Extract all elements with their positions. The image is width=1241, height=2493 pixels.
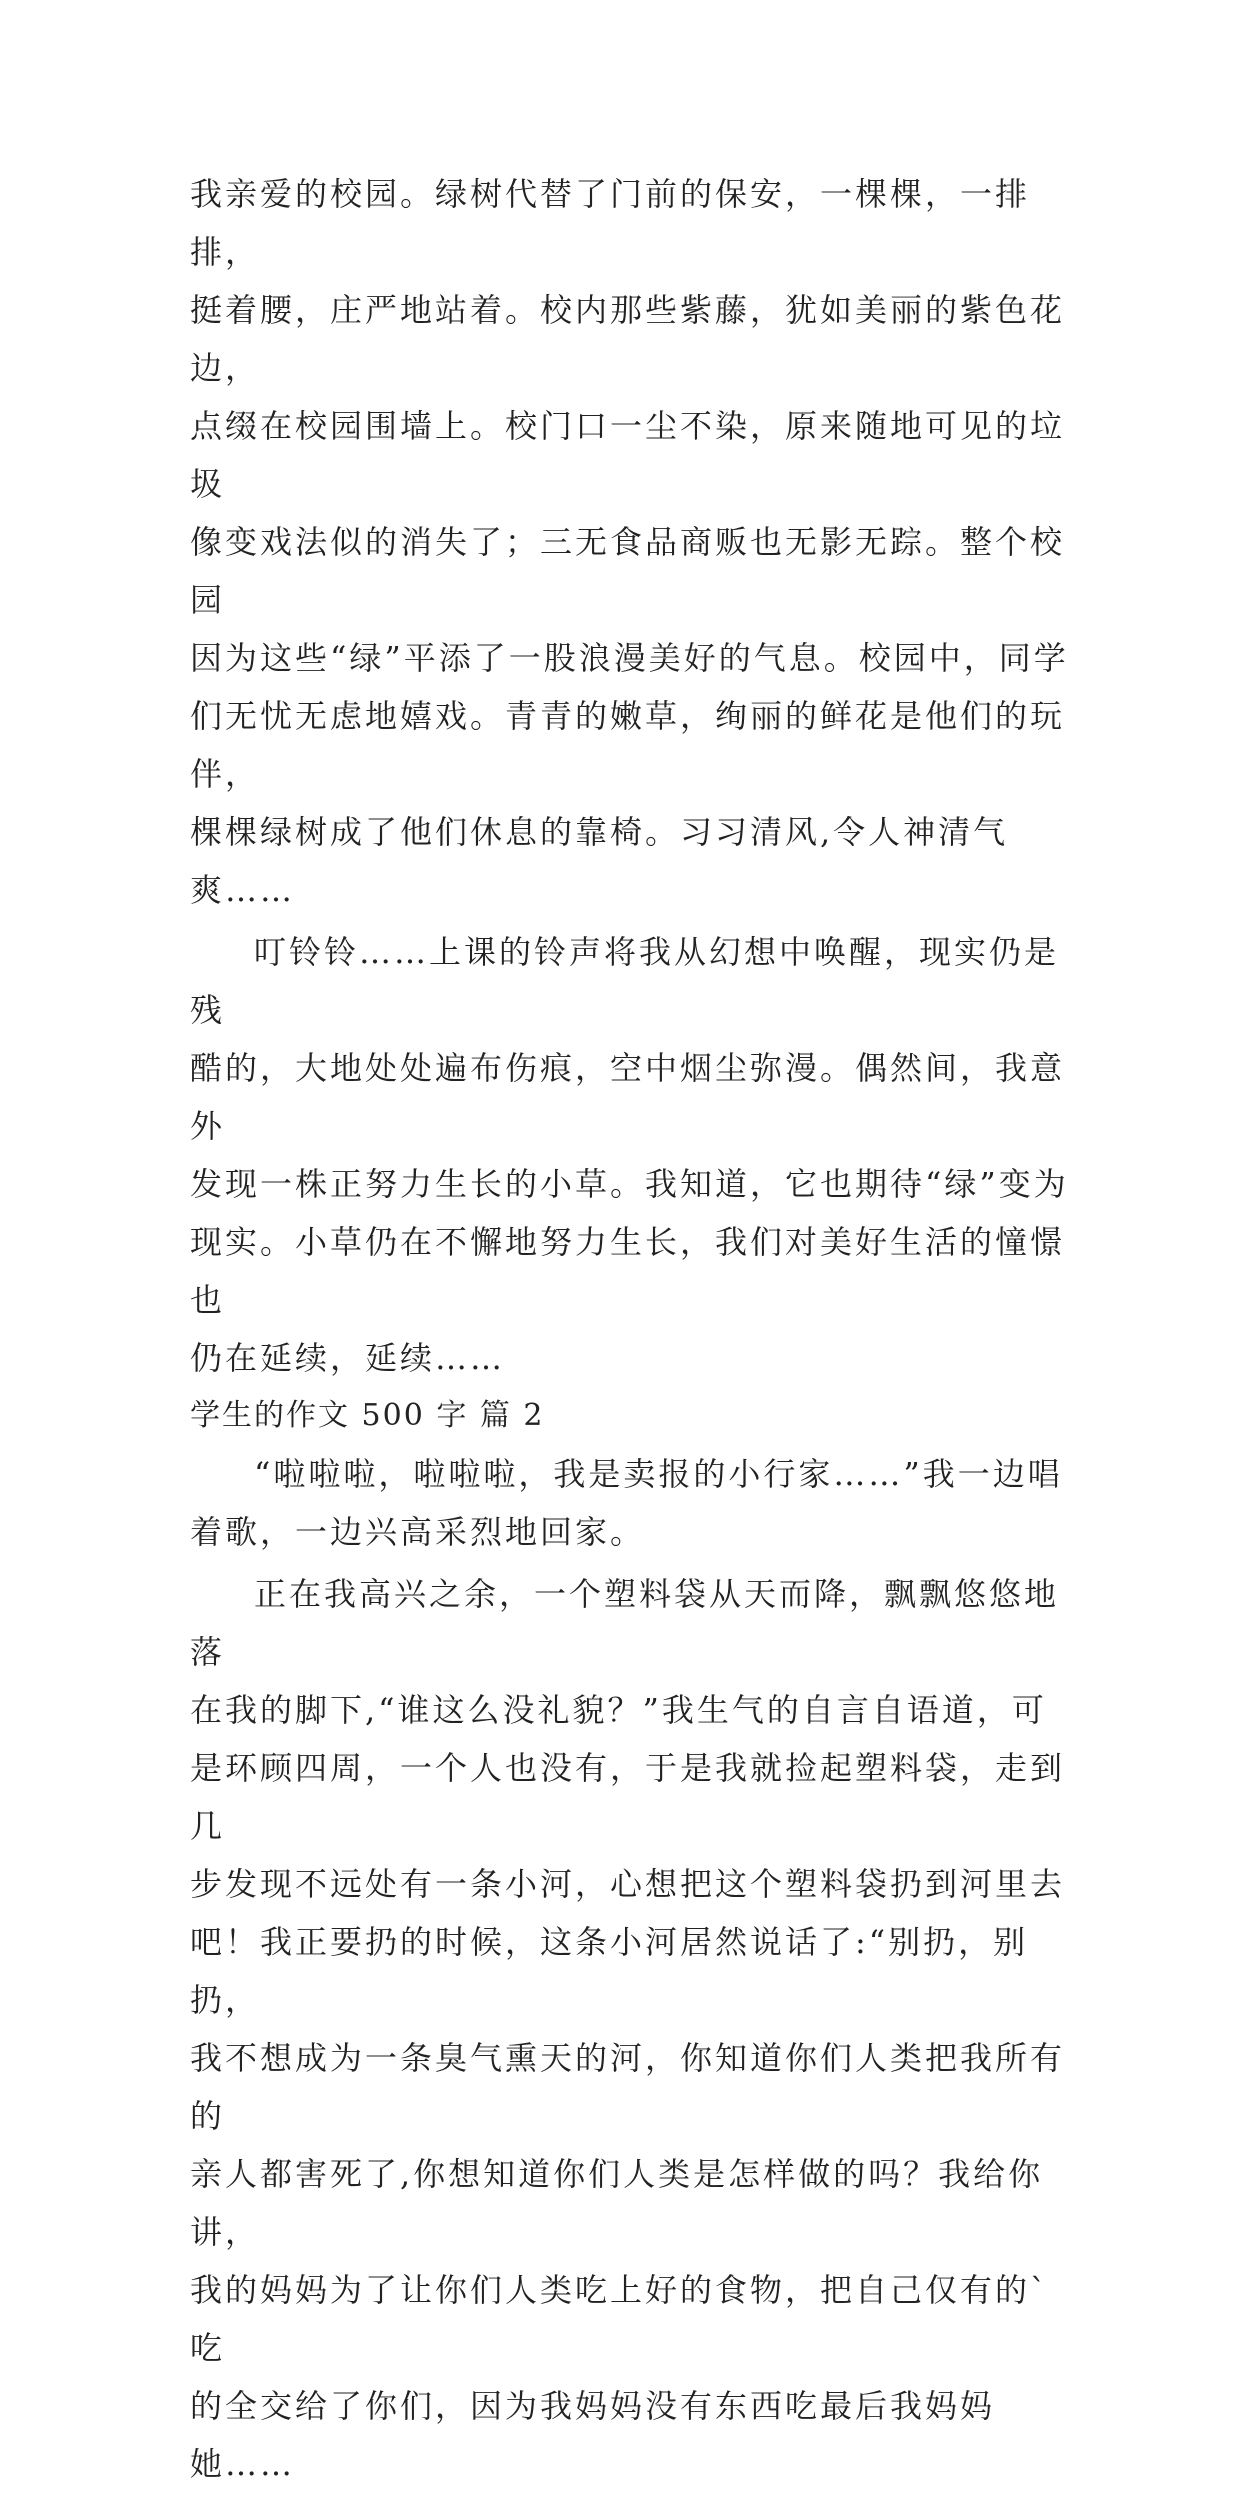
text-line: 着歌，一边兴高采烈地回家。 <box>190 1513 646 1551</box>
text-line: 是环顾四周，一个人也没有，于是我就捡起塑料袋，走到几 <box>190 1749 1066 1845</box>
section-heading: 学生的作文 500 字 篇 2 <box>190 1398 545 1433</box>
text-line: 像变戏法似的消失了；三无食品商贩也无影无踪。整个校园 <box>190 523 1066 619</box>
text-line: 酷的，大地处处遍布伤痕，空中烟尘弥漫。偶然间，我意外 <box>190 1049 1066 1145</box>
text-line: 我亲爱的校园。绿树代替了门前的保安，一棵棵，一排排， <box>190 175 1031 271</box>
text-line: 正在我高兴之余，一个塑料袋从天而降，飘飘悠悠地落 <box>190 1575 1060 1671</box>
text-line: 挺着腰，庄严地站着。校内那些紫藤，犹如美丽的紫色花边， <box>190 291 1066 387</box>
text-line: 叮铃铃……上课的铃声将我从幻想中唤醒，现实仍是残 <box>190 933 1060 1029</box>
text-line: 点缀在校园围墙上。校门口一尘不染，原来随地可见的垃圾 <box>190 407 1066 503</box>
paragraph-plastic-bag <box>190 1565 1070 2493</box>
document-body <box>190 165 1070 2493</box>
text-line: 因为这些“绿”平添了一股浪漫美好的气息。校园中，同学 <box>190 639 1069 677</box>
text-line: 们无忧无虑地嬉戏。青青的嫩草，绚丽的鲜花是他们的玩伴， <box>190 697 1066 793</box>
text-line: 我的妈妈为了让你们人类吃上好的食物，把自己仅有的`吃 <box>190 2271 1050 2367</box>
paragraph-campus-dream <box>190 165 1070 919</box>
text-line: 吧！我正要扔的时候，这条小河居然说话了:“别扔，别扔， <box>190 1923 1029 2019</box>
text-line: 棵棵绿树成了他们休息的靠椅。习习清风,令人神清气爽…… <box>190 813 1009 909</box>
text-line: 仍在延续，延续…… <box>190 1339 506 1377</box>
text-line: 发现一株正努力生长的小草。我知道，它也期待“绿”变为 <box>190 1165 1069 1203</box>
text-line: 在我的脚下,“谁这么没礼貌？”我生气的自言自语道，可 <box>190 1691 1047 1729</box>
text-line: 的全交给了你们，因为我妈妈没有东西吃最后我妈妈她…… <box>190 2387 996 2483</box>
text-line: “啦啦啦，啦啦啦，我是卖报的小行家……”我一边唱 <box>254 1455 1063 1493</box>
text-line: 步发现不远处有一条小河，心想把这个塑料袋扔到河里去 <box>190 1865 1066 1903</box>
text-line: 亲人都害死了,你想知道你们人类是怎样做的吗？我给你讲， <box>190 2155 1044 2251</box>
paragraph-bell-ring <box>190 923 1070 1387</box>
paragraph-newspaper-song <box>190 1445 1070 1561</box>
text-line: 我不想成为一条臭气熏天的河，你知道你们人类把我所有的 <box>190 2039 1066 2135</box>
text-line: 现实。小草仍在不懈地努力生长，我们对美好生活的憧憬也 <box>190 1223 1066 1319</box>
